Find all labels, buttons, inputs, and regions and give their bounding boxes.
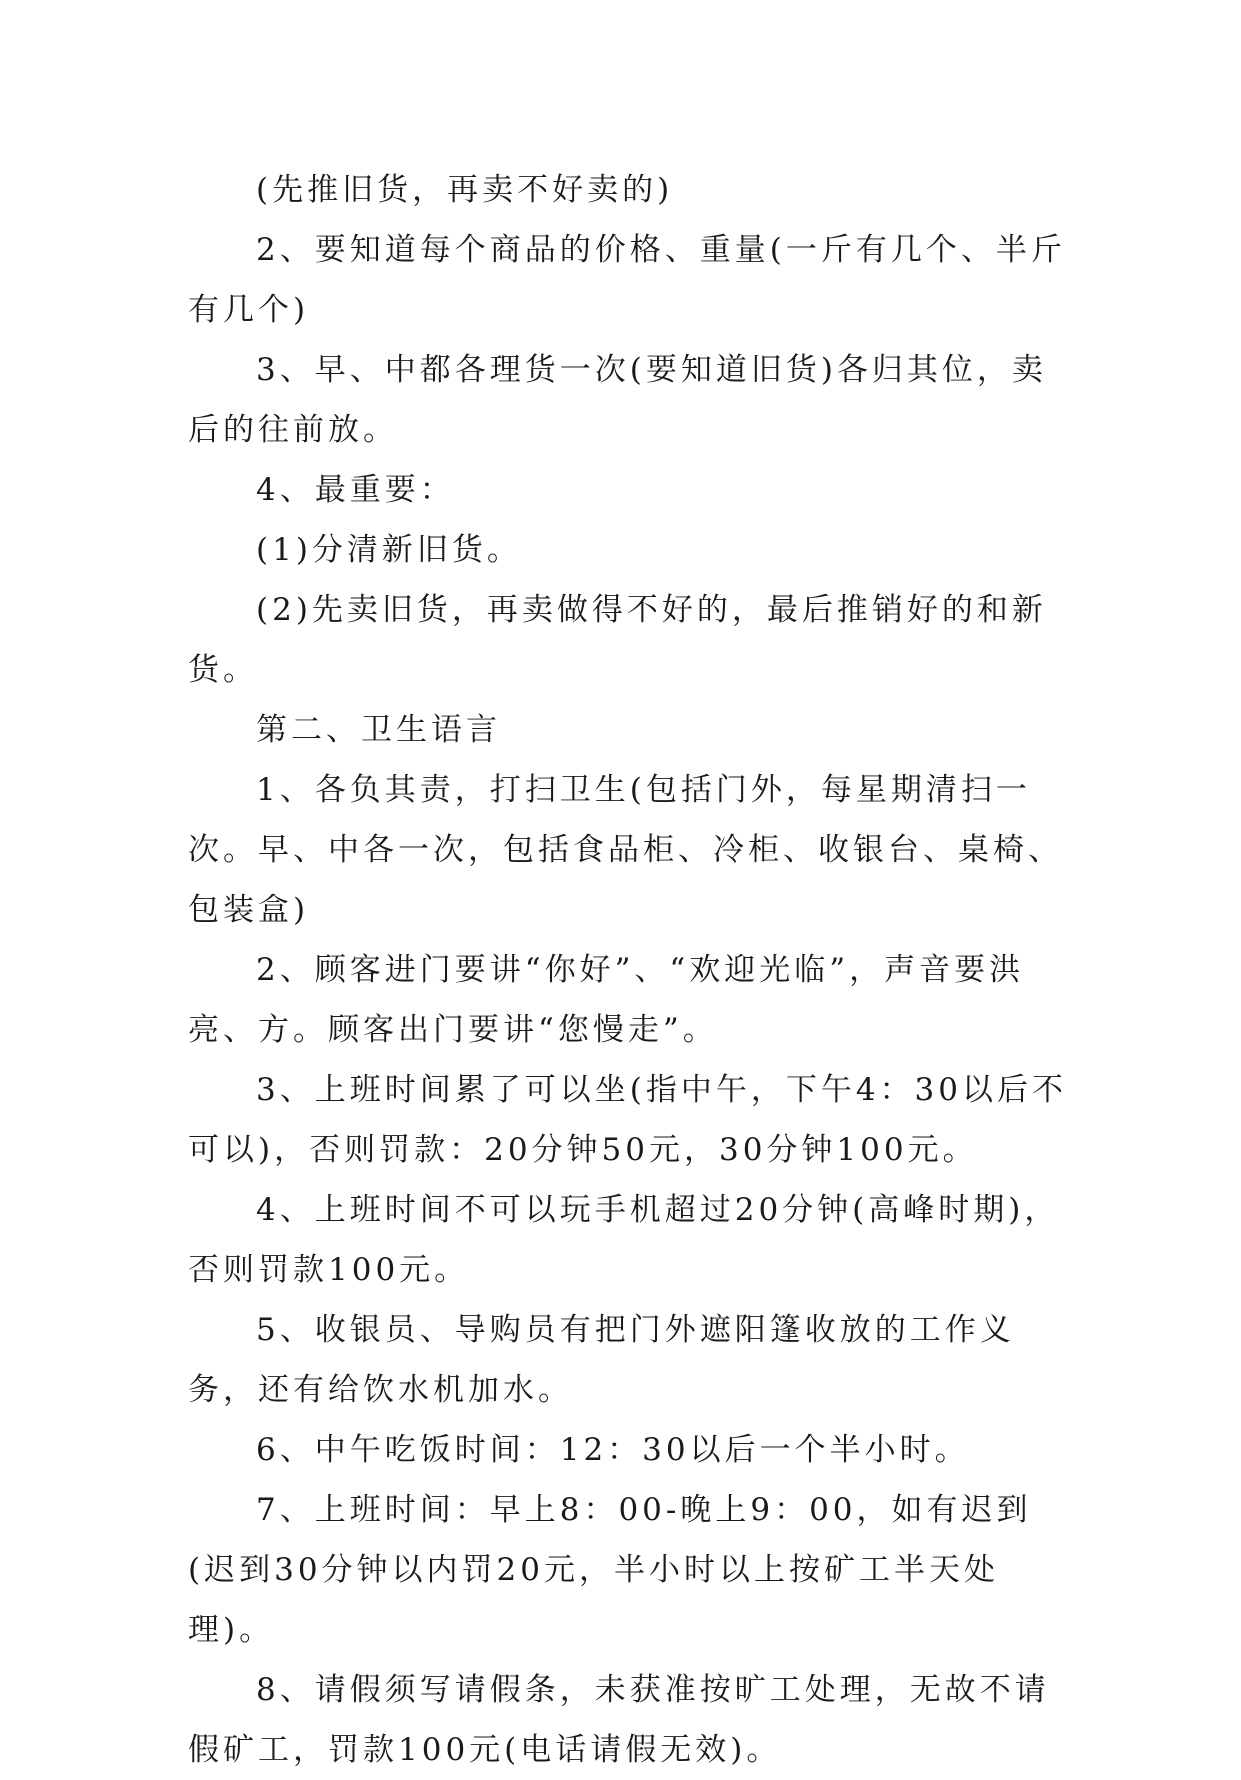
paragraph: (1)分清新旧货。 — [256, 532, 522, 568]
paragraph: 5、收银员、导购员有把门外遮阳篷收放的工作义务，还有给饮水机加水。 — [188, 1312, 1015, 1408]
paragraph: (2)先卖旧货，再卖做得不好的，最后推销好的和新货。 — [188, 592, 1047, 688]
paragraph: 7、上班时间：早上8：00-晚上9：00，如有迟到(迟到30分钟以内罚20元，半小时以上按矿工半天处理)。 — [188, 1492, 1032, 1648]
paragraph: 8、请假须写请假条，未获准按旷工处理，无故不请假矿工，罚款100元(电话请假无效)。 — [188, 1672, 1050, 1768]
paragraph: 1、各负其责，打扫卫生(包括门外，每星期清扫一次。早、中各一次，包括食品柜、冷柜、收银台、桌椅、包装盒) — [188, 772, 1063, 928]
paragraph: 3、上班时间累了可以坐(指中午，下午4：30以后不可以)，否则罚款：20分钟50元，30分钟100元。 — [188, 1072, 1067, 1168]
paragraph: 2、顾客进门要讲“你好”、“欢迎光临”，声音要洪亮、方。顾客出门要讲“您慢走”。 — [188, 952, 1025, 1048]
paragraph: 4、上班时间不可以玩手机超过20分钟(高峰时期)，否则罚款100元。 — [188, 1192, 1060, 1288]
paragraph: (先推旧货，再卖不好卖的) — [256, 172, 674, 208]
paragraph: 3、早、中都各理货一次(要知道旧货)各归其位，卖后的往前放。 — [188, 352, 1047, 448]
section-heading: 第二、卫生语言 — [256, 712, 501, 748]
paragraph: 2、要知道每个商品的价格、重量(一斤有几个、半斤有几个) — [188, 232, 1066, 328]
document-body — [188, 160, 1068, 1780]
paragraph: 4、最重要： — [256, 472, 455, 508]
paragraph: 6、中午吃饭时间：12：30以后一个半小时。 — [256, 1432, 970, 1468]
